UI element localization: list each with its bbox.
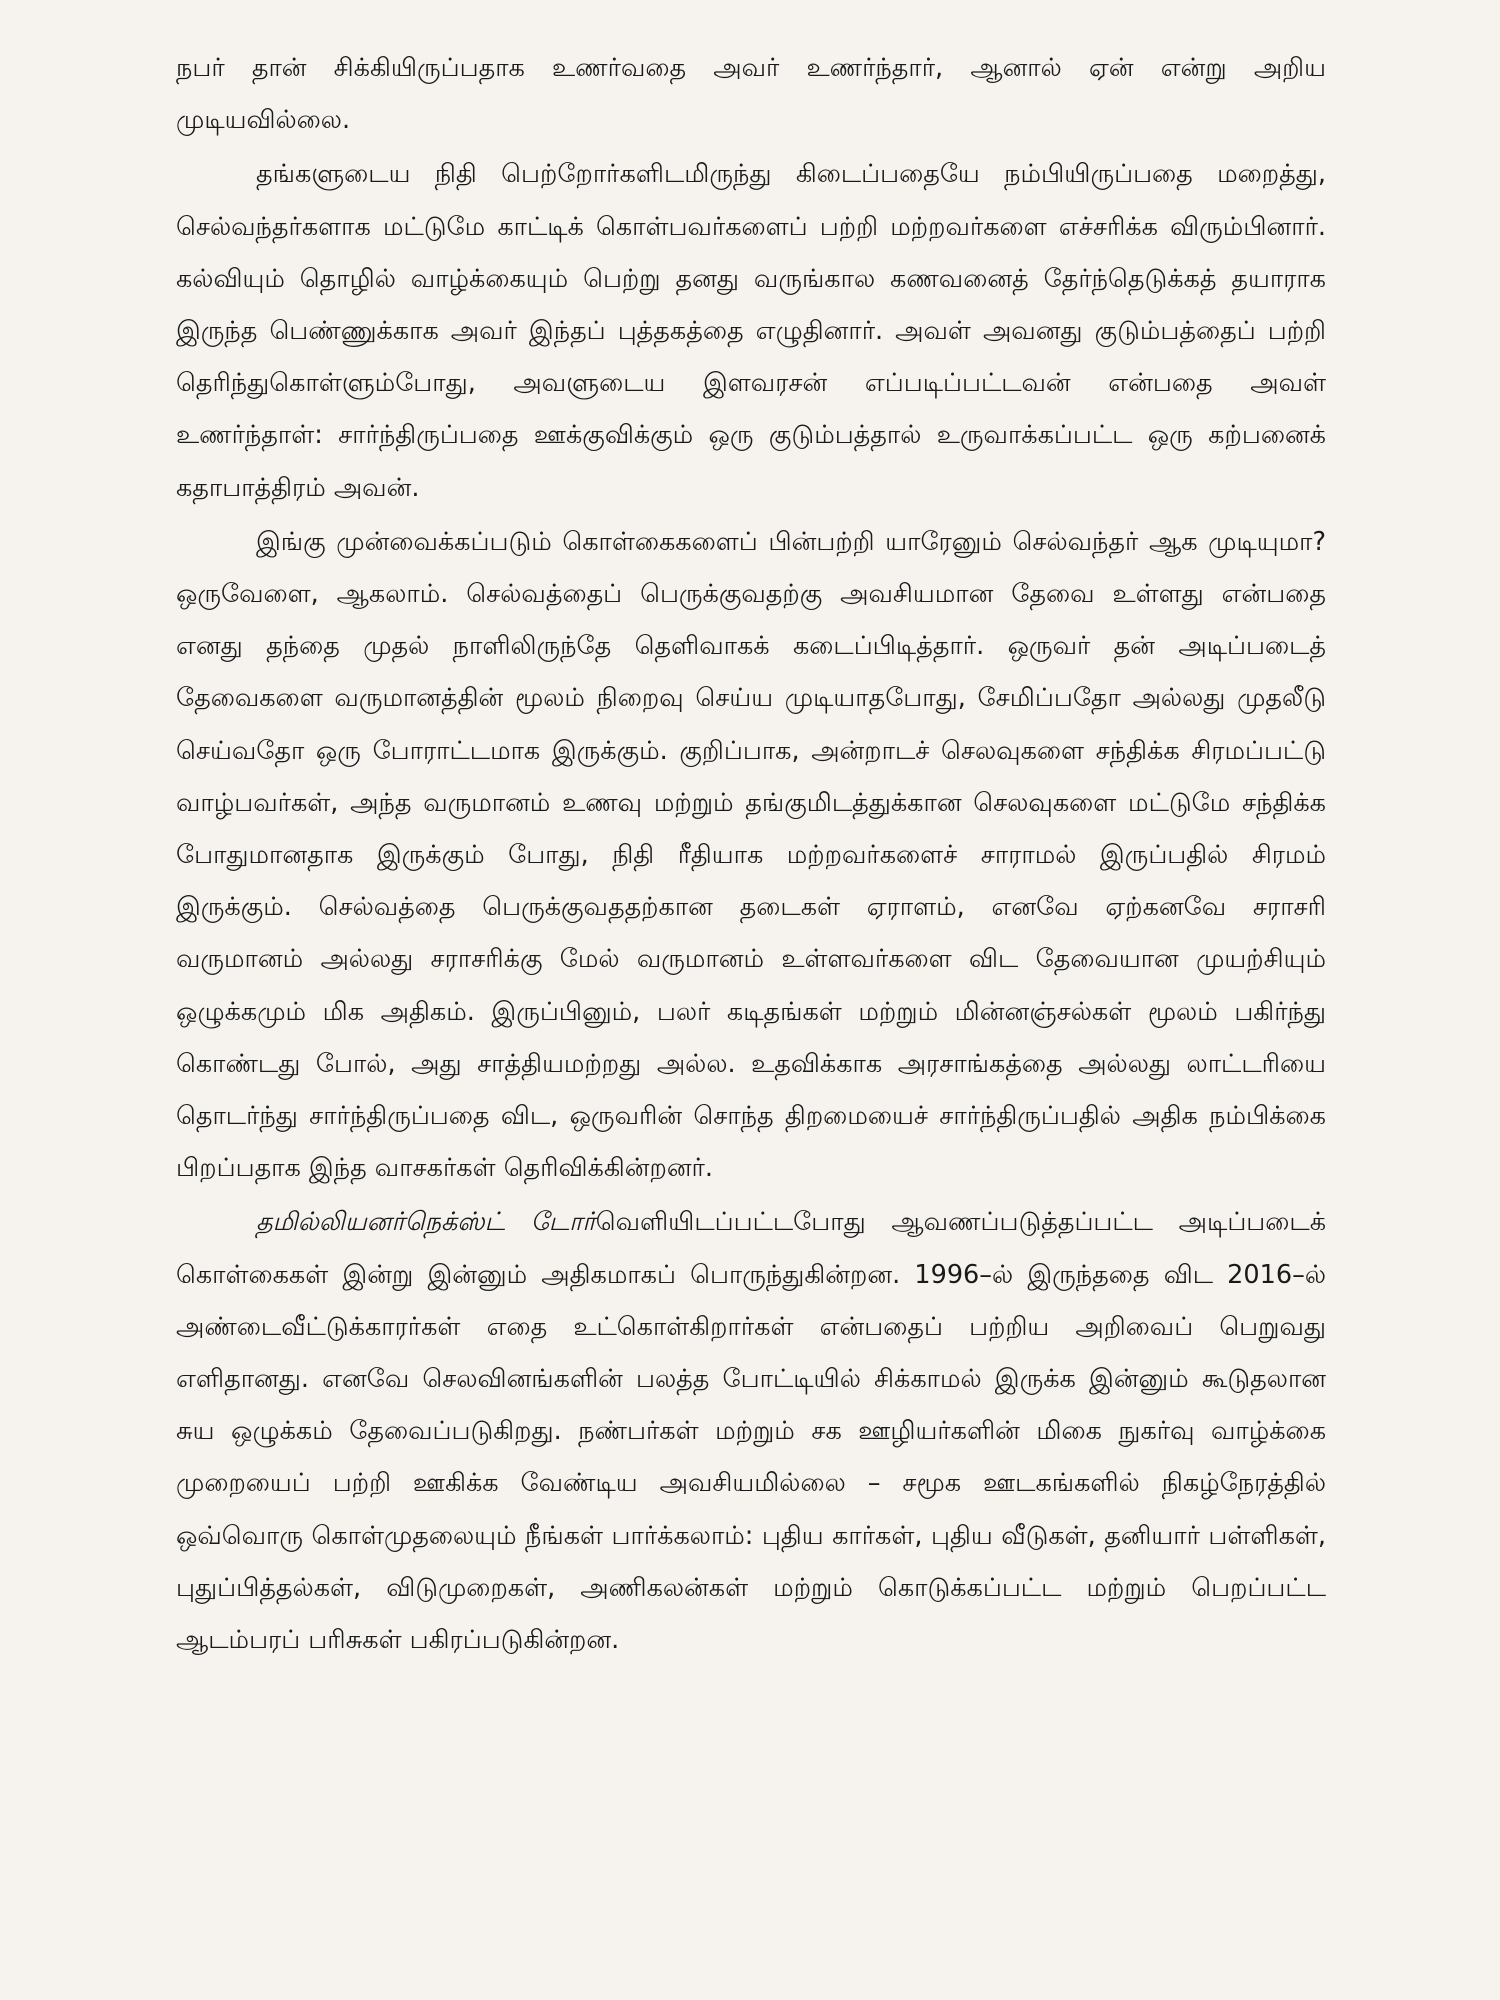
paragraph-text: நபர் தான் சிக்கியிருப்பதாக உணர்வதை அவர் உணர்ந்தார், ஆனால் ஏன் என்று அறிய முடியவில்லை. — [176, 53, 1326, 136]
paragraph-text: தங்களுடைய நிதி பெற்றோர்களிடமிருந்து கிடைப்பதையே நம்பியிருப்பதை மறைத்து, செல்வந்தர்களாக மட்டுமே காட்டிக் கொள்பவர்களைப் பற்றி மற்றவர்களை எச்சரிக்க விரும்பினார். கல்வியும் தொழில் வாழ்க்கையும் பெற்று தனது வருங்கால கணவனைத் தேர்ந்தெடுக்கத் தயாராக இருந்த பெண்ணுக்காக அவர் இந்தப் புத்தகத்தை எழுதினார். அவள் அவனது குடும்பத்தைப் பற்றி தெரிந்துகொள்ளும்போது, அவளுடைய இளவரசன் எப்படிப்பட்டவன் என்பதை அவள் உணர்ந்தாள்: சார்ந்திருப்பதை ஊக்குவிக்கும் ஒரு குடும்பத்தால் உருவாக்கப்பட்ட ஒரு கற்பனைக் கதாபாத்திரம் அவன். — [176, 159, 1326, 503]
body-text — [176, 42, 1326, 1666]
book-title-italic: தமில்லியனர்நெக்ஸ்ட் டோர் — [256, 1207, 596, 1238]
paragraph-text: வெளியிடப்பட்டபோது ஆவணப்படுத்தப்பட்ட அடிப்படைக் கொள்கைகள் இன்று இன்னும் அதிகமாகப் பொருந்துகின்றன. 1996–ல் இருந்ததை விட 2016–ல் அண்டைவீட்டுக்காரர்கள் எதை உட்கொள்கிறார்கள் என்பதைப் பற்றிய அறிவைப் பெறுவது எளிதானது. எனவே செலவினங்களின் பலத்த போட்டியில் சிக்காமல் இருக்க இன்னும் கூடுதலான சுய ஒழுக்கம் தேவைப்படுகிறது. நண்பர்கள் மற்றும் சக ஊழியர்களின் மிகை நுகர்வு வாழ்க்கை முறையைப் பற்றி ஊகிக்க வேண்டிய அவசியமில்லை – சமூக ஊடகங்களில் நிகழ்நேரத்தில் ஒவ்வொரு கொள்முதலையும் நீங்கள் பார்க்கலாம்: புதிய கார்கள், புதிய வீடுகள், தனியார் பள்ளிகள், புதுப்பித்தல்கள், விடுமுறைகள், அணிகலன்கள் மற்றும் கொடுக்கப்பட்ட மற்றும் பெறப்பட்ட ஆடம்பரப் பரிசுகள் பகிரப்படுகின்றன. — [176, 1207, 1327, 1656]
paragraph-text: இங்கு முன்வைக்கப்படும் கொள்கைகளைப் பின்பற்றி யாரேனும் செல்வந்தர் ஆக முடியுமா? ஒருவேளை, ஆகலாம். செல்வத்தைப் பெருக்குவதற்கு அவசியமான தேவை உள்ளது என்பதை எனது தந்தை முதல் நாளிலிருந்தே தெளிவாகக் கடைப்பிடித்தார். ஒருவர் தன் அடிப்படைத் தேவைகளை வருமானத்தின் மூலம் நிறைவு செய்ய முடியாதபோது, சேமிப்பதோ அல்லது முதலீடு செய்வதோ ஒரு போராட்டமாக இருக்கும். குறிப்பாக, அன்றாடச் செலவுகளை சந்திக்க சிரமப்பட்டு வாழ்பவர்கள், அந்த வருமானம் உணவு மற்றும் தங்குமிடத்துக்கான செலவுகளை மட்டுமே சந்திக்க போதுமானதாக இருக்கும் போது, நிதி ரீதியாக மற்றவர்களைச் சாராமல் இருப்பதில் சிரமம் இருக்கும். செல்வத்தை பெருக்குவததற்கான தடைகள் ஏராளம், எனவே ஏற்கனவே சராசரி வருமானம் அல்லது சராசரிக்கு மேல் வருமானம் உள்ளவர்களை விட தேவையான முயற்சியும் ஒழுக்கமும் மிக அதிகம். இருப்பினும், பலர் கடிதங்கள் மற்றும் மின்னஞ்சல்கள் மூலம் பகிர்ந்து கொண்டது போல், அது சாத்தியமற்றது அல்ல. உதவிக்காக அரசாங்கத்தை அல்லது லாட்டரியை தொடர்ந்து சார்ந்திருப்பதை விட, ஒருவரின் சொந்த திறமையைச் சார்ந்திருப்பதில் அதிக நம்பிக்கை பிறப்பதாக இந்த வாசகர்கள் தெரிவிக்கின்றனர். — [176, 526, 1326, 1184]
paragraph — [176, 1196, 1326, 1666]
paragraph — [176, 148, 1326, 513]
paragraph — [176, 516, 1326, 1195]
paragraph-continued — [176, 42, 1326, 146]
